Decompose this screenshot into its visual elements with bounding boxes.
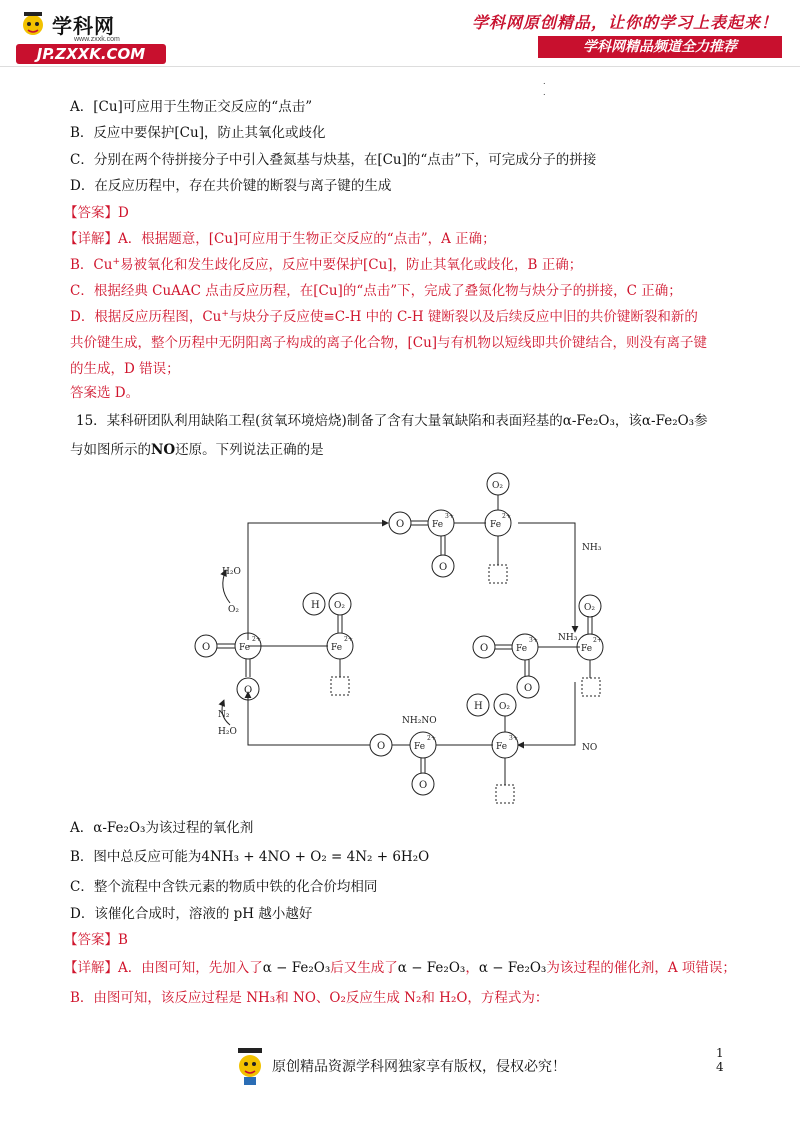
explain-a-text: A．根据题意，[Cu]可应用于生物正交反应的“点击”，A 正确； [118, 231, 496, 247]
svg-text:O: O [377, 741, 386, 752]
svg-text:H: H [474, 701, 483, 712]
logo-site: JP.ZXXK.COM [16, 44, 166, 64]
page-number: 1 4 [716, 1046, 724, 1074]
reaction-mechanism-diagram [190, 470, 620, 805]
svg-text:O: O [439, 562, 448, 573]
svg-text:2+: 2+ [252, 636, 261, 643]
svg-text:Fe: Fe [331, 643, 343, 653]
svg-text:O₂: O₂ [492, 481, 503, 491]
page-header [0, 0, 800, 97]
svg-text:H₂O: H₂O [222, 567, 241, 577]
prev-option-b: B．反应中要保护[Cu]，防止其氧化或歧化 [70, 125, 326, 141]
svg-text:3+: 3+ [509, 735, 518, 742]
svg-text:O₂: O₂ [584, 603, 595, 613]
svg-text:2+: 2+ [502, 513, 511, 520]
svg-text:O₂: O₂ [228, 605, 239, 615]
svg-text:O: O [419, 780, 428, 791]
prev-option-d: D．在反应历程中，存在共价键的断裂与离子键的生成 [70, 178, 392, 194]
svg-text:3+: 3+ [445, 513, 454, 520]
explain-tag: 【详解】 [64, 231, 118, 247]
q15-explain-a: 【详解】A．由图可知，先加入了α − Fe₂O₃后又生成了α − Fe₂O₃，α − Fe₂O₃为该过程的催化剂，A 项错误； [64, 960, 736, 976]
q15-stem-line1: 15．某科研团队利用缺陷工程(贫氧环境焙烧)制备了含有大量氧缺陷和表面羟基的α-Fe₂O₃，该α-Fe₂O₃参 [76, 413, 708, 429]
stray-dots: . . [543, 77, 546, 97]
q15-explain-b: B．由图可知，该反应过程是 NH₃和 NO、O₂反应生成 N₂和 H₂O，方程式为： [70, 990, 549, 1006]
prev-explain-c: C．根据经典 CuAAC 点击反应历程，在[Cu]的“点击”下，完成了叠氮化物与炔分子的拼接，C 正确； [70, 283, 682, 299]
q15-option-c: C．整个流程中含铁元素的物质中铁的化合价均相同 [70, 879, 378, 895]
header-banner: 学科网精品频道全力推荐 [538, 36, 782, 58]
prev-explain-b: B．Cu+易被氧化和发生歧化反应，反应中要保护[Cu]，防止其氧化或歧化，B 正确； [70, 257, 583, 273]
prev-option-c: C．分别在两个待拼接分子中引入叠氮基与炔基，在[Cu]的“点击”下，可完成分子的拼接 [70, 152, 597, 168]
svg-text:Fe: Fe [496, 742, 508, 752]
mascot-icon [18, 8, 48, 38]
svg-text:3+: 3+ [529, 637, 538, 644]
q15-answer: 【答案】B [64, 932, 128, 948]
logo-url: www.zxxk.com [74, 36, 120, 43]
zxxk-logo[interactable] [14, 6, 174, 64]
svg-text:NH₃: NH₃ [558, 633, 578, 643]
svg-text:H: H [311, 600, 320, 611]
prev-answer: 【答案】D [64, 205, 129, 221]
svg-text:H₂O: H₂O [218, 727, 237, 737]
top-o: O [396, 519, 405, 530]
svg-text:O₂: O₂ [334, 601, 345, 611]
alpha-fe2o3-inline: α-Fe₂O₃ [562, 413, 615, 429]
svg-text:2+: 2+ [593, 637, 602, 644]
svg-text:O: O [524, 683, 533, 694]
svg-text:Fe: Fe [581, 644, 593, 654]
prev-option-a: A．[Cu]可应用于生物正交反应的“点击” [70, 99, 313, 115]
svg-text:Fe: Fe [516, 644, 528, 654]
svg-text:Fe: Fe [490, 520, 502, 530]
q15-option-b: B．图中总反应可能为4NH₃ + 4NO + O₂ = 4N₂ + 6H₂O [70, 849, 430, 865]
prev-conclusion: 答案选 D。 [70, 385, 140, 401]
svg-text:Fe: Fe [432, 520, 444, 530]
prev-explain-a [64, 229, 496, 249]
label-no: NO [582, 743, 598, 753]
svg-text:N₂: N₂ [218, 710, 230, 720]
svg-text:O: O [244, 685, 253, 696]
page-footer [0, 1040, 800, 1100]
header-slogan: 学科网原创精品，让你的学习上表起来！ [471, 13, 778, 32]
svg-text:2+: 2+ [427, 735, 436, 742]
svg-text:Fe: Fe [239, 643, 251, 653]
svg-text:O: O [480, 643, 489, 654]
mascot-icon [232, 1046, 268, 1086]
svg-text:2+: 2+ [344, 636, 353, 643]
q15-option-d: D．该催化合成时，溶液的 pH 越小越好 [70, 906, 313, 922]
svg-text:NH₂NO: NH₂NO [402, 716, 437, 726]
svg-text:O: O [202, 642, 211, 653]
overall-equation: 4NH₃ + 4NO + O₂ = 4N₂ + 6H₂O [201, 849, 430, 865]
label-nh3-top: NH₃ [582, 543, 602, 553]
logo-title: 学科网 [52, 14, 115, 38]
q15-option-a: A．α-Fe₂O₃为该过程的氧化剂 [70, 820, 254, 836]
prev-explain-d: D．根据反应历程图，Cu+与炔分子反应使≡C-H 中的 C-H 键断裂以及后续反应中旧的共价键断裂和新的共价键生成，整个历程中无阴阳离子构成的离子化合物，[Cu]与有机物以短线即共价键结合，则没有离子键的生成，D 错误； [70, 309, 708, 377]
svg-text:Fe: Fe [414, 742, 426, 752]
no-label: NO [151, 442, 176, 458]
footer-copyright: 原创精品资源学科网独家享有版权，侵权必究！ [272, 1059, 566, 1075]
q15-stem-line2: 与如图所示的NO还原。下列说法正确的是 [70, 442, 324, 458]
header-divider [0, 66, 800, 67]
svg-text:O₂: O₂ [499, 702, 510, 712]
